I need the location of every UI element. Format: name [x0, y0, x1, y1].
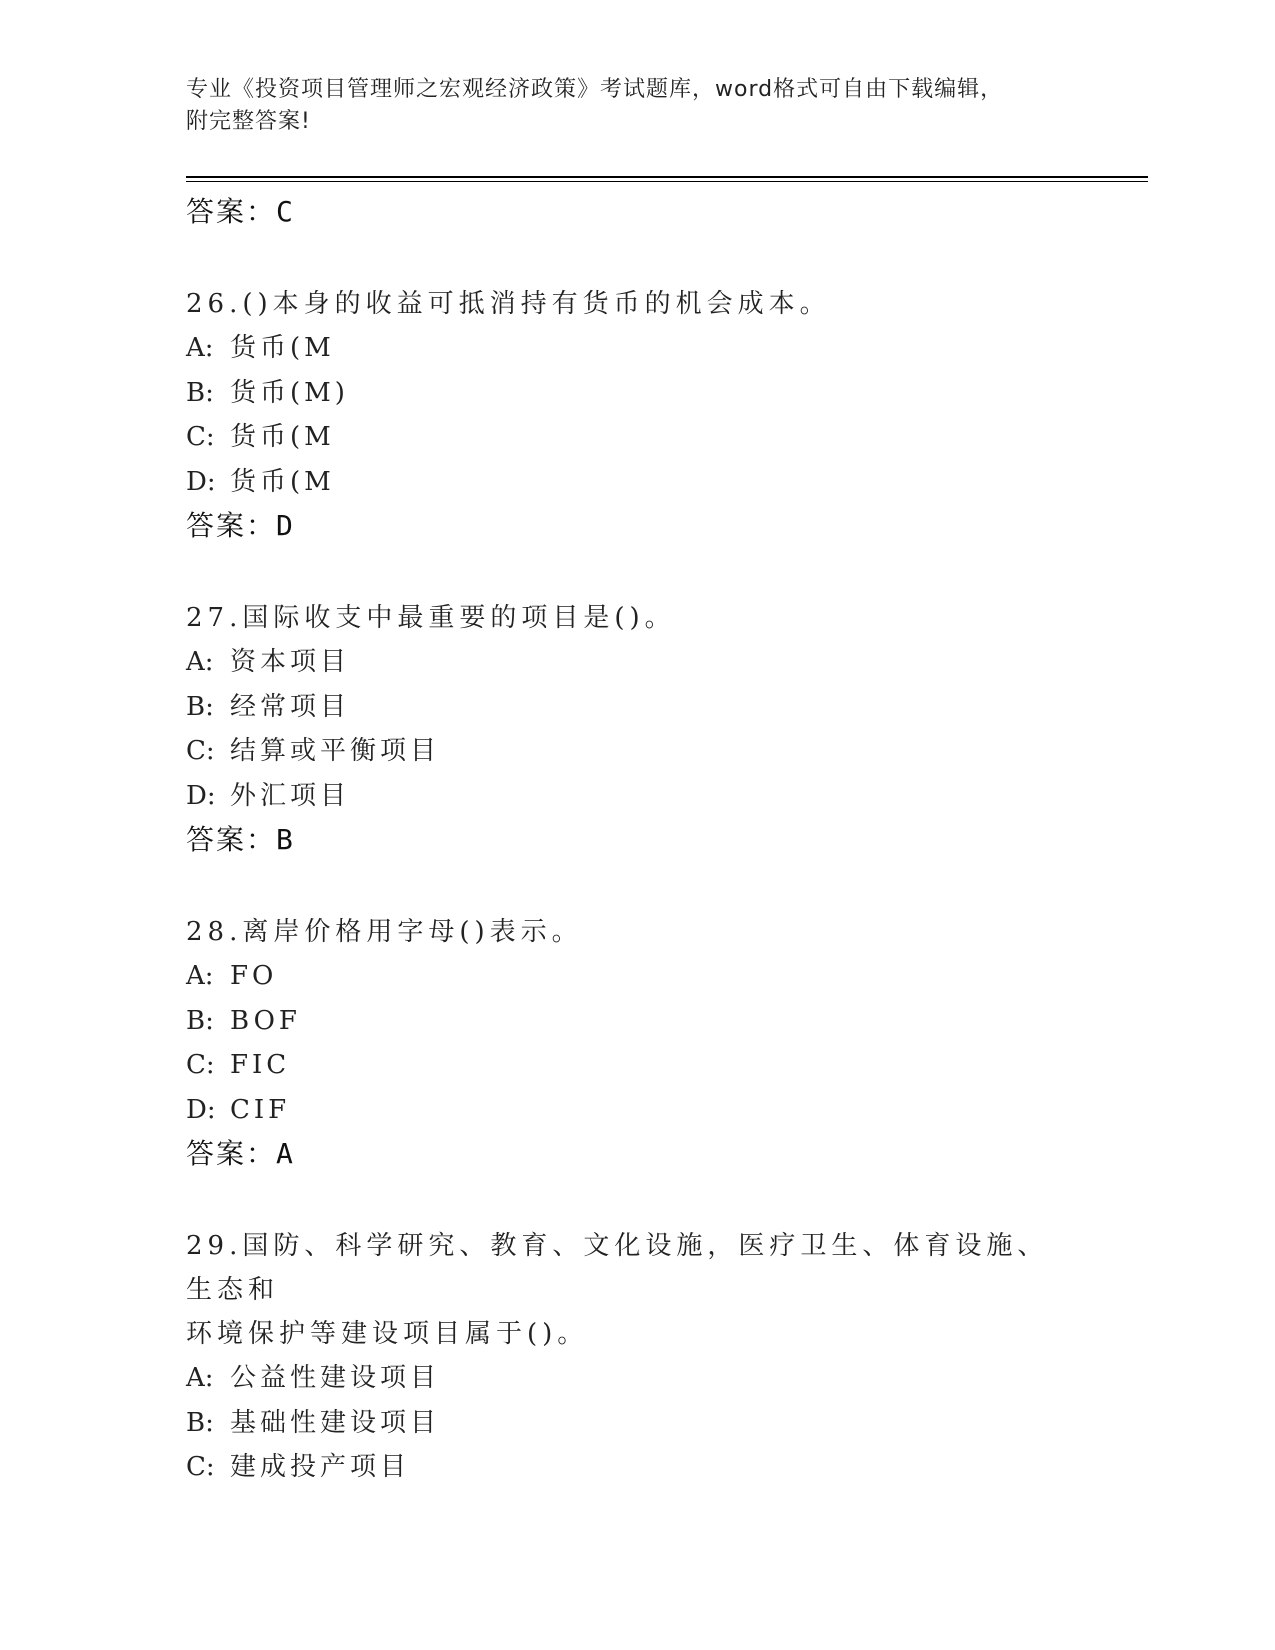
option-key: A:: [186, 961, 214, 991]
header-divider-thin: [186, 181, 1148, 182]
option-text: 公益性建设项目: [230, 1363, 441, 1393]
question-stem: ()本身的收益可抵消持有货币的机会成本。: [242, 289, 831, 319]
option-key: B:: [186, 1005, 214, 1036]
question-number: 29.: [186, 1231, 243, 1261]
option-b: [186, 1401, 1148, 1446]
option-key: B:: [186, 1407, 214, 1438]
answer-value: D: [276, 509, 294, 542]
question-text: [186, 1224, 1066, 1356]
option-text: FO: [230, 961, 278, 991]
option-text: FIC: [230, 1050, 291, 1080]
option-c: [186, 415, 1148, 460]
option-key: B:: [186, 377, 214, 408]
option-text: 建成投产项目: [230, 1452, 411, 1482]
option-key: B:: [186, 691, 214, 722]
answer-value: A: [276, 1137, 294, 1170]
answer-line: [186, 504, 1148, 548]
option-key: A:: [186, 1363, 214, 1393]
option-text: 货币(M): [230, 377, 349, 408]
option-text: 货币(M: [230, 422, 335, 452]
answer-value: B: [276, 823, 294, 856]
option-a: [186, 1356, 1148, 1401]
question-number: 26.: [186, 289, 243, 319]
option-a: [186, 326, 1148, 371]
option-d: [186, 774, 1148, 819]
question-stem: 国防、科学研究、教育、文化设施，医疗卫生、体育设施、生态和: [186, 1231, 1049, 1305]
answer-line: [186, 818, 1148, 862]
question-text-line-2: 环境保护等建设项目属于()。: [186, 1319, 589, 1349]
question-text: [186, 596, 1066, 640]
question-list: [186, 190, 1148, 1490]
option-key: D:: [186, 780, 216, 811]
option-key: A:: [186, 647, 214, 677]
option-d: [186, 1088, 1148, 1133]
question-29: [186, 1224, 1148, 1490]
question-stem: 离岸价格用字母()表示。: [242, 917, 583, 947]
option-b: [186, 371, 1148, 416]
header-line-1: 专业《投资项目管理师之宏观经济政策》考试题库，word格式可自由下载编辑，: [186, 77, 1004, 102]
option-text: 资本项目: [230, 647, 351, 677]
document-header: [186, 74, 1086, 138]
option-text: 经常项目: [230, 691, 351, 722]
question-number: 27.: [186, 603, 243, 633]
option-key: C:: [186, 422, 215, 452]
option-text: CIF: [230, 1094, 291, 1125]
option-text: 外汇项目: [230, 780, 351, 811]
question-text: [186, 910, 1066, 954]
option-a: [186, 640, 1148, 685]
answer-label: 答案：: [186, 195, 277, 228]
option-key: C:: [186, 1050, 215, 1080]
option-d: [186, 460, 1148, 505]
option-text: 货币(M: [230, 333, 335, 363]
answer-label: 答案：: [186, 509, 277, 542]
option-key: A:: [186, 333, 214, 363]
question-text-line-1: [186, 1224, 1066, 1312]
question-number: 28.: [186, 917, 243, 947]
question-stem: 国际收支中最重要的项目是()。: [242, 603, 676, 633]
answer-line: [186, 190, 1148, 234]
option-c: [186, 1043, 1148, 1088]
option-b: [186, 685, 1148, 730]
header-divider-thick: [186, 176, 1148, 178]
option-c: [186, 1445, 1148, 1490]
question-26: [186, 282, 1148, 548]
option-a: [186, 954, 1148, 999]
answer-value: C: [276, 195, 294, 228]
option-text: 货币(M: [230, 466, 335, 497]
answer-line: [186, 1132, 1148, 1176]
question-27: [186, 596, 1148, 862]
option-b: [186, 999, 1148, 1044]
option-c: [186, 729, 1148, 774]
question-text: [186, 282, 1066, 326]
option-text: 基础性建设项目: [230, 1407, 441, 1438]
header-line-2: 附完整答案!: [186, 109, 311, 134]
option-key: D:: [186, 1094, 216, 1125]
option-text: BOF: [230, 1005, 301, 1036]
option-key: C:: [186, 736, 215, 766]
answer-label: 答案：: [186, 823, 277, 856]
option-key: C:: [186, 1452, 215, 1482]
option-text: 结算或平衡项目: [230, 736, 441, 766]
option-key: D:: [186, 466, 216, 497]
question-28: [186, 910, 1148, 1176]
answer-label: 答案：: [186, 1137, 277, 1170]
